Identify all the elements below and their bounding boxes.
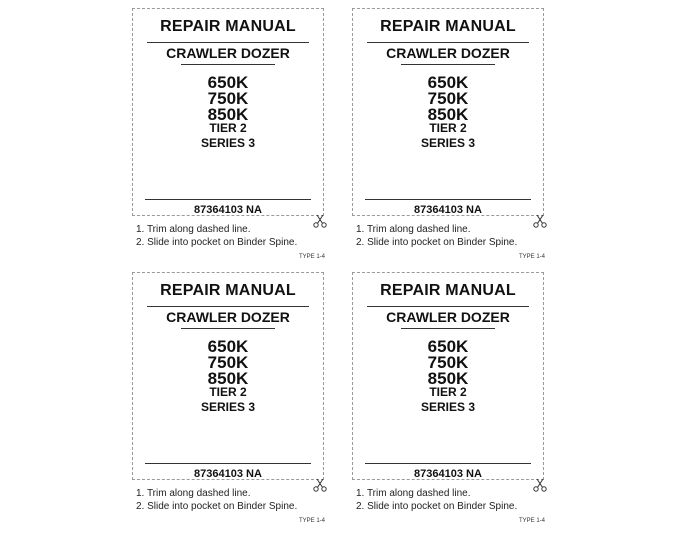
part-number-rule <box>145 199 311 200</box>
trim-area <box>132 8 324 216</box>
part-number-rule <box>365 199 531 200</box>
subtitle-underline <box>401 328 495 329</box>
manual-title: REPAIR MANUAL <box>380 282 516 299</box>
title-rule <box>367 42 529 43</box>
instruction-line: 1. Trim along dashed line. <box>136 488 251 499</box>
scissors-icon <box>532 477 548 493</box>
model-item: 850K <box>427 105 469 124</box>
instruction-line: 2. Slide into pocket on Binder Spine. <box>136 237 298 248</box>
part-number: 87364103 NA <box>414 204 482 216</box>
instruction-line: 1. Trim along dashed line. <box>356 224 471 235</box>
part-number: 87364103 NA <box>194 204 262 216</box>
model-item: 750K <box>427 89 469 108</box>
machine-type: CRAWLER DOZER <box>166 309 290 325</box>
instruction-line: 2. Slide into pocket on Binder Spine. <box>356 237 518 248</box>
instruction-line: 2. Slide into pocket on Binder Spine. <box>356 501 518 512</box>
model-item: 750K <box>207 353 249 372</box>
title-rule <box>147 306 309 307</box>
model-list <box>353 75 543 123</box>
model-list <box>133 75 323 123</box>
machine-type: CRAWLER DOZER <box>386 45 510 61</box>
spine-label-card-1 <box>110 8 325 268</box>
trim-area <box>352 272 544 480</box>
scissors-icon <box>312 477 328 493</box>
model-list <box>133 339 323 387</box>
part-number-rule <box>145 463 311 464</box>
type-code: TYPE 1-4 <box>298 254 325 260</box>
type-code: TYPE 1-4 <box>518 518 545 524</box>
subtitle-underline <box>401 64 495 65</box>
tier-label: TIER 2 <box>209 121 247 135</box>
instruction-line: 1. Trim along dashed line. <box>356 488 471 499</box>
subtitle-underline <box>181 64 275 65</box>
manual-title: REPAIR MANUAL <box>160 18 296 35</box>
scissors-icon <box>532 213 548 229</box>
part-number: 87364103 NA <box>194 468 262 480</box>
model-list <box>353 339 543 387</box>
trim-area <box>352 8 544 216</box>
spine-label-card-4 <box>330 272 545 532</box>
series-label: SERIES 3 <box>200 400 256 414</box>
type-code: TYPE 1-4 <box>518 254 545 260</box>
model-item: 650K <box>427 337 469 356</box>
machine-type: CRAWLER DOZER <box>166 45 290 61</box>
instruction-line: 2. Slide into pocket on Binder Spine. <box>136 501 298 512</box>
model-item: 850K <box>427 369 469 388</box>
title-rule <box>147 42 309 43</box>
model-item: 750K <box>427 353 469 372</box>
scissors-icon <box>312 213 328 229</box>
model-item: 650K <box>207 337 249 356</box>
part-number: 87364103 NA <box>414 468 482 480</box>
model-item: 850K <box>207 369 249 388</box>
tier-label: TIER 2 <box>429 385 467 399</box>
series-label: SERIES 3 <box>420 400 476 414</box>
series-label: SERIES 3 <box>200 136 256 150</box>
model-item: 850K <box>207 105 249 124</box>
model-item: 650K <box>427 73 469 92</box>
machine-type: CRAWLER DOZER <box>386 309 510 325</box>
spine-label-card-2 <box>330 8 545 268</box>
subtitle-underline <box>181 328 275 329</box>
manual-title: REPAIR MANUAL <box>380 18 516 35</box>
tier-label: TIER 2 <box>429 121 467 135</box>
spine-label-card-3 <box>110 272 325 532</box>
instruction-line: 1. Trim along dashed line. <box>136 224 251 235</box>
tier-label: TIER 2 <box>209 385 247 399</box>
type-code: TYPE 1-4 <box>298 518 325 524</box>
series-label: SERIES 3 <box>420 136 476 150</box>
model-item: 650K <box>207 73 249 92</box>
part-number-rule <box>365 463 531 464</box>
title-rule <box>367 306 529 307</box>
trim-area <box>132 272 324 480</box>
model-item: 750K <box>207 89 249 108</box>
manual-title: REPAIR MANUAL <box>160 282 296 299</box>
